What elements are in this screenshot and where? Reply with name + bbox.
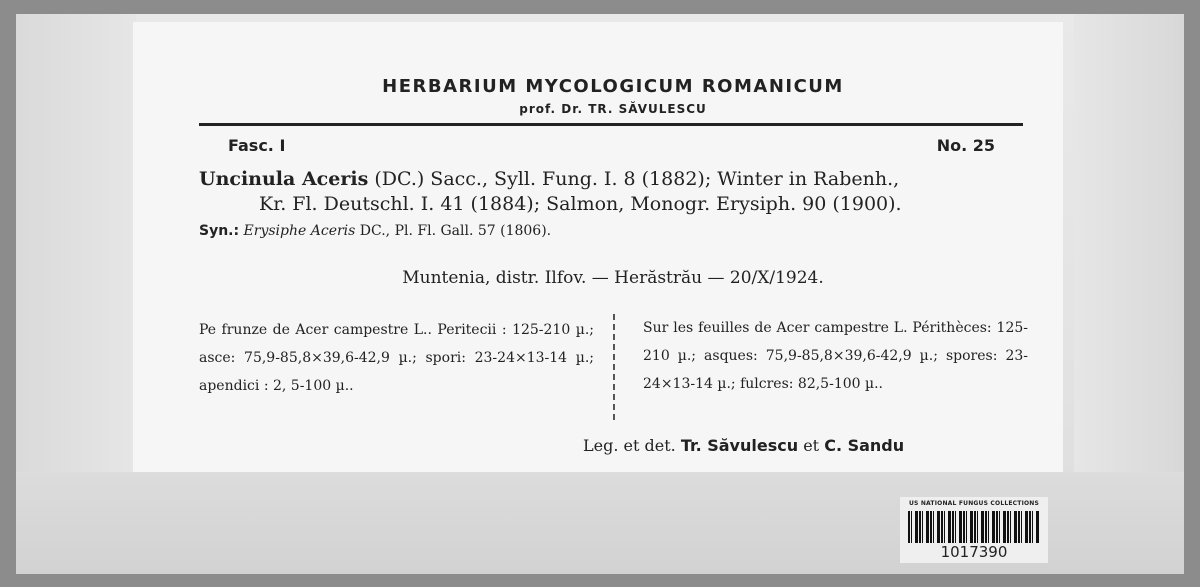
synonym-line [199, 223, 551, 239]
herbarium-subtitle: prof. Dr. TR. SĂVULESCU [519, 102, 707, 116]
barcode-number: 1017390 [940, 543, 1008, 561]
synonym-reference: DC., Pl. Fl. Gall. 57 (1806). [359, 223, 552, 239]
citation-line-2: Kr. Fl. Deutschl. I. 41 (1884); Salmon, Monogr. Erysiph. 90 (1900). [259, 193, 902, 215]
collector-prefix: Leg. et det. [583, 436, 676, 455]
fascicle-number: Fasc. I [228, 136, 286, 155]
barcode-institution: US NATIONAL FUNGUS COLLECTIONS [908, 500, 1040, 507]
barcode-label [900, 497, 1048, 563]
citation-authors: (DC.) Sacc., Syll. Fung. I. 8 (1882); Winter in Rabenh., [374, 168, 900, 190]
collector-conjunction: et [803, 436, 820, 455]
barcode-bars [908, 511, 1040, 543]
description-latin: Pe frunze de Acer campestre L.. Peritecii : 125-210 µ.; asce: 75,9-85,8×39,6-42,9 µ.; spori: 23-24×13-14 µ.; apendici : 2, 5-100 µ.. [199, 322, 594, 394]
header-rule [199, 123, 1023, 126]
locality: Muntenia, distr. Ilfov. — Herăstrău — 20/X/1924. [402, 268, 824, 288]
herbarium-label [133, 22, 1063, 472]
species-name: Uncinula Aceris [199, 168, 369, 190]
description-french: Sur les feuilles de Acer campestre L. Périthèces: 125-210 µ.; asques: 75,9-85,8×39,6-42,9 µ.; spores: 23-24×13-14 µ.; fulcres: 82,5-100 µ.. [643, 320, 1028, 392]
synonym-label: Syn.: [199, 223, 240, 239]
collector-line [583, 436, 904, 455]
collector-name-2: C. Sandu [824, 436, 905, 455]
column-divider [613, 314, 615, 422]
specimen-number: No. 25 [936, 136, 995, 155]
synonym-name: Erysiphe Aceris [243, 223, 356, 239]
herbarium-title: HERBARIUM MYCOLOGICUM ROMANICUM [382, 76, 844, 97]
citation-line-1 [199, 168, 899, 190]
collector-name-1: Tr. Săvulescu [680, 436, 799, 455]
